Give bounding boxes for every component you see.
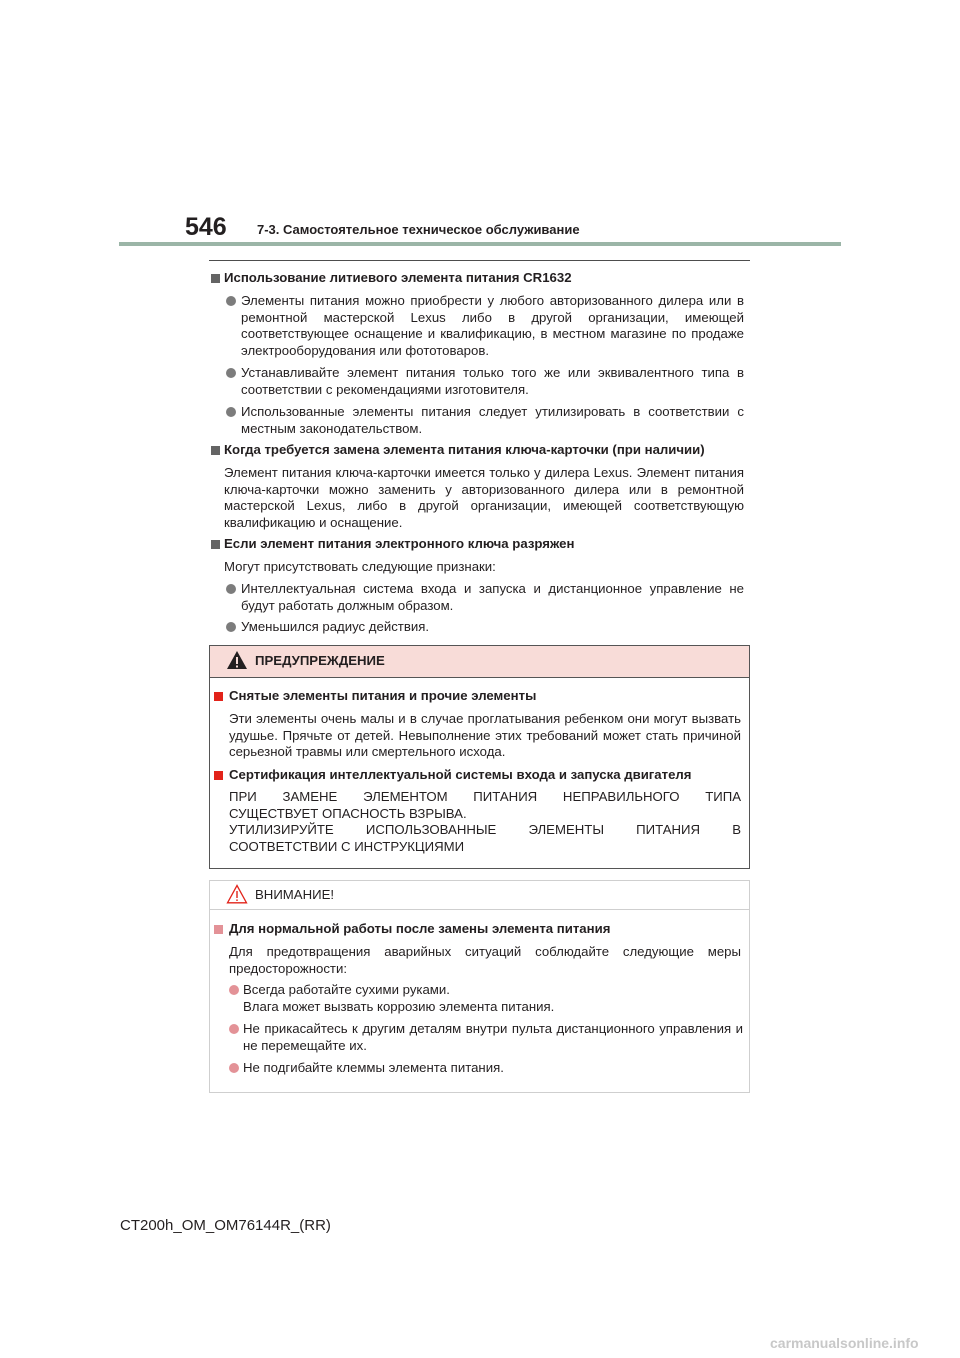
warning-item-text <box>229 789 741 855</box>
warning-box <box>209 645 750 869</box>
caution-box <box>209 880 750 1093</box>
caution-header <box>210 881 749 910</box>
warning-title: ПРЕДУПРЕЖДЕНИЕ <box>255 653 385 668</box>
list-item: Уменьшился радиус действия. <box>224 619 744 636</box>
caution-text: Для предотвращения аварийных ситуаций соблюдайте следующие меры предосторожности: <box>229 944 741 976</box>
section-text: Элемент питания ключа-карточки имеется только у дилера Lexus. Элемент питания ключа-карточки можно заменить у авторизованного дилера или в ремонтной мастерской Lexus, либо в другой организации, имеющей соответствующую квалификацию и оснащение. <box>224 465 744 530</box>
content-divider <box>209 260 750 261</box>
warning-item-heading: Сертификация интеллектуальной системы входа и запуска двигателя <box>214 767 757 784</box>
warning-line: СООТВЕТСТВИИ С ИНСТРУКЦИЯМИ <box>229 838 465 854</box>
warning-item-heading: Снятые элементы питания и прочие элементы <box>214 688 757 705</box>
list-item-line: Влага может вызвать коррозию элемента питания. <box>243 998 555 1014</box>
list-item: Не прикасайтесь к другим деталям внутри пульта дистанционного управления и не перемещайте их. <box>229 1021 743 1054</box>
page-number: 546 <box>185 213 227 241</box>
document-code: CT200h_OM_OM76144R_(RR) <box>120 1217 331 1234</box>
warning-icon <box>226 650 248 670</box>
section-title: 7-3. Самостоятельное техническое обслуживание <box>257 222 580 237</box>
warning-header <box>210 646 749 678</box>
list-item <box>229 982 743 1015</box>
section-heading: Когда требуется замена элемента питания ключа-карточки (при наличии) <box>209 442 750 459</box>
caution-icon <box>226 884 248 904</box>
section-heading: Использование литиевого элемента питания CR1632 <box>209 270 750 287</box>
caution-title: ВНИМАНИЕ! <box>255 887 335 902</box>
list-item: Элементы питания можно приобрести у любого авторизованного дилера или в ремонтной мастерской Lexus либо в другой организации, имеющей соответствующее оснащение и квалификацию, в местном магазине по продаже электрооборудования или фототоваров. <box>224 293 744 359</box>
list-item: Интеллектуальная система входа и запуска и дистанционное управление не будут работать должным образом. <box>224 581 744 614</box>
caution-heading: Для нормальной работы после замены элемента питания <box>214 921 757 938</box>
watermark: carmanualsonline.info <box>770 1335 919 1351</box>
section-text: Могут присутствовать следующие признаки: <box>224 559 496 574</box>
list-item: Устанавливайте элемент питания только того же или эквивалентного типа в соответствии с рекомендациями изготовителя. <box>224 365 744 398</box>
warning-line: УТИЛИЗИРУЙТЕ ИСПОЛЬЗОВАННЫЕ ЭЛЕМЕНТЫ ПИТАНИЯ В <box>229 822 741 837</box>
header-divider <box>119 242 841 246</box>
list-item: Использованные элементы питания следует утилизировать в соответствии с местным законодательством. <box>224 404 744 437</box>
warning-line: СУЩЕСТВУЕТ ОПАСНОСТЬ ВЗРЫВА. <box>229 805 467 821</box>
section-heading: Если элемент питания электронного ключа разряжен <box>209 536 750 553</box>
list-item-line: Всегда работайте сухими руками. <box>243 982 450 997</box>
list-item: Не подгибайте клеммы элемента питания. <box>229 1060 743 1077</box>
warning-line: ПРИ ЗАМЕНЕ ЭЛЕМЕНТОМ ПИТАНИЯ НЕПРАВИЛЬНОГО ТИПА <box>229 789 741 804</box>
warning-item-text: Эти элементы очень малы и в случае проглатывания ребенком они могут вызвать удушье. Прячьте от детей. Невыполнение этих требований может стать причиной серьезной травмы или смертельного исхода. <box>229 711 741 759</box>
